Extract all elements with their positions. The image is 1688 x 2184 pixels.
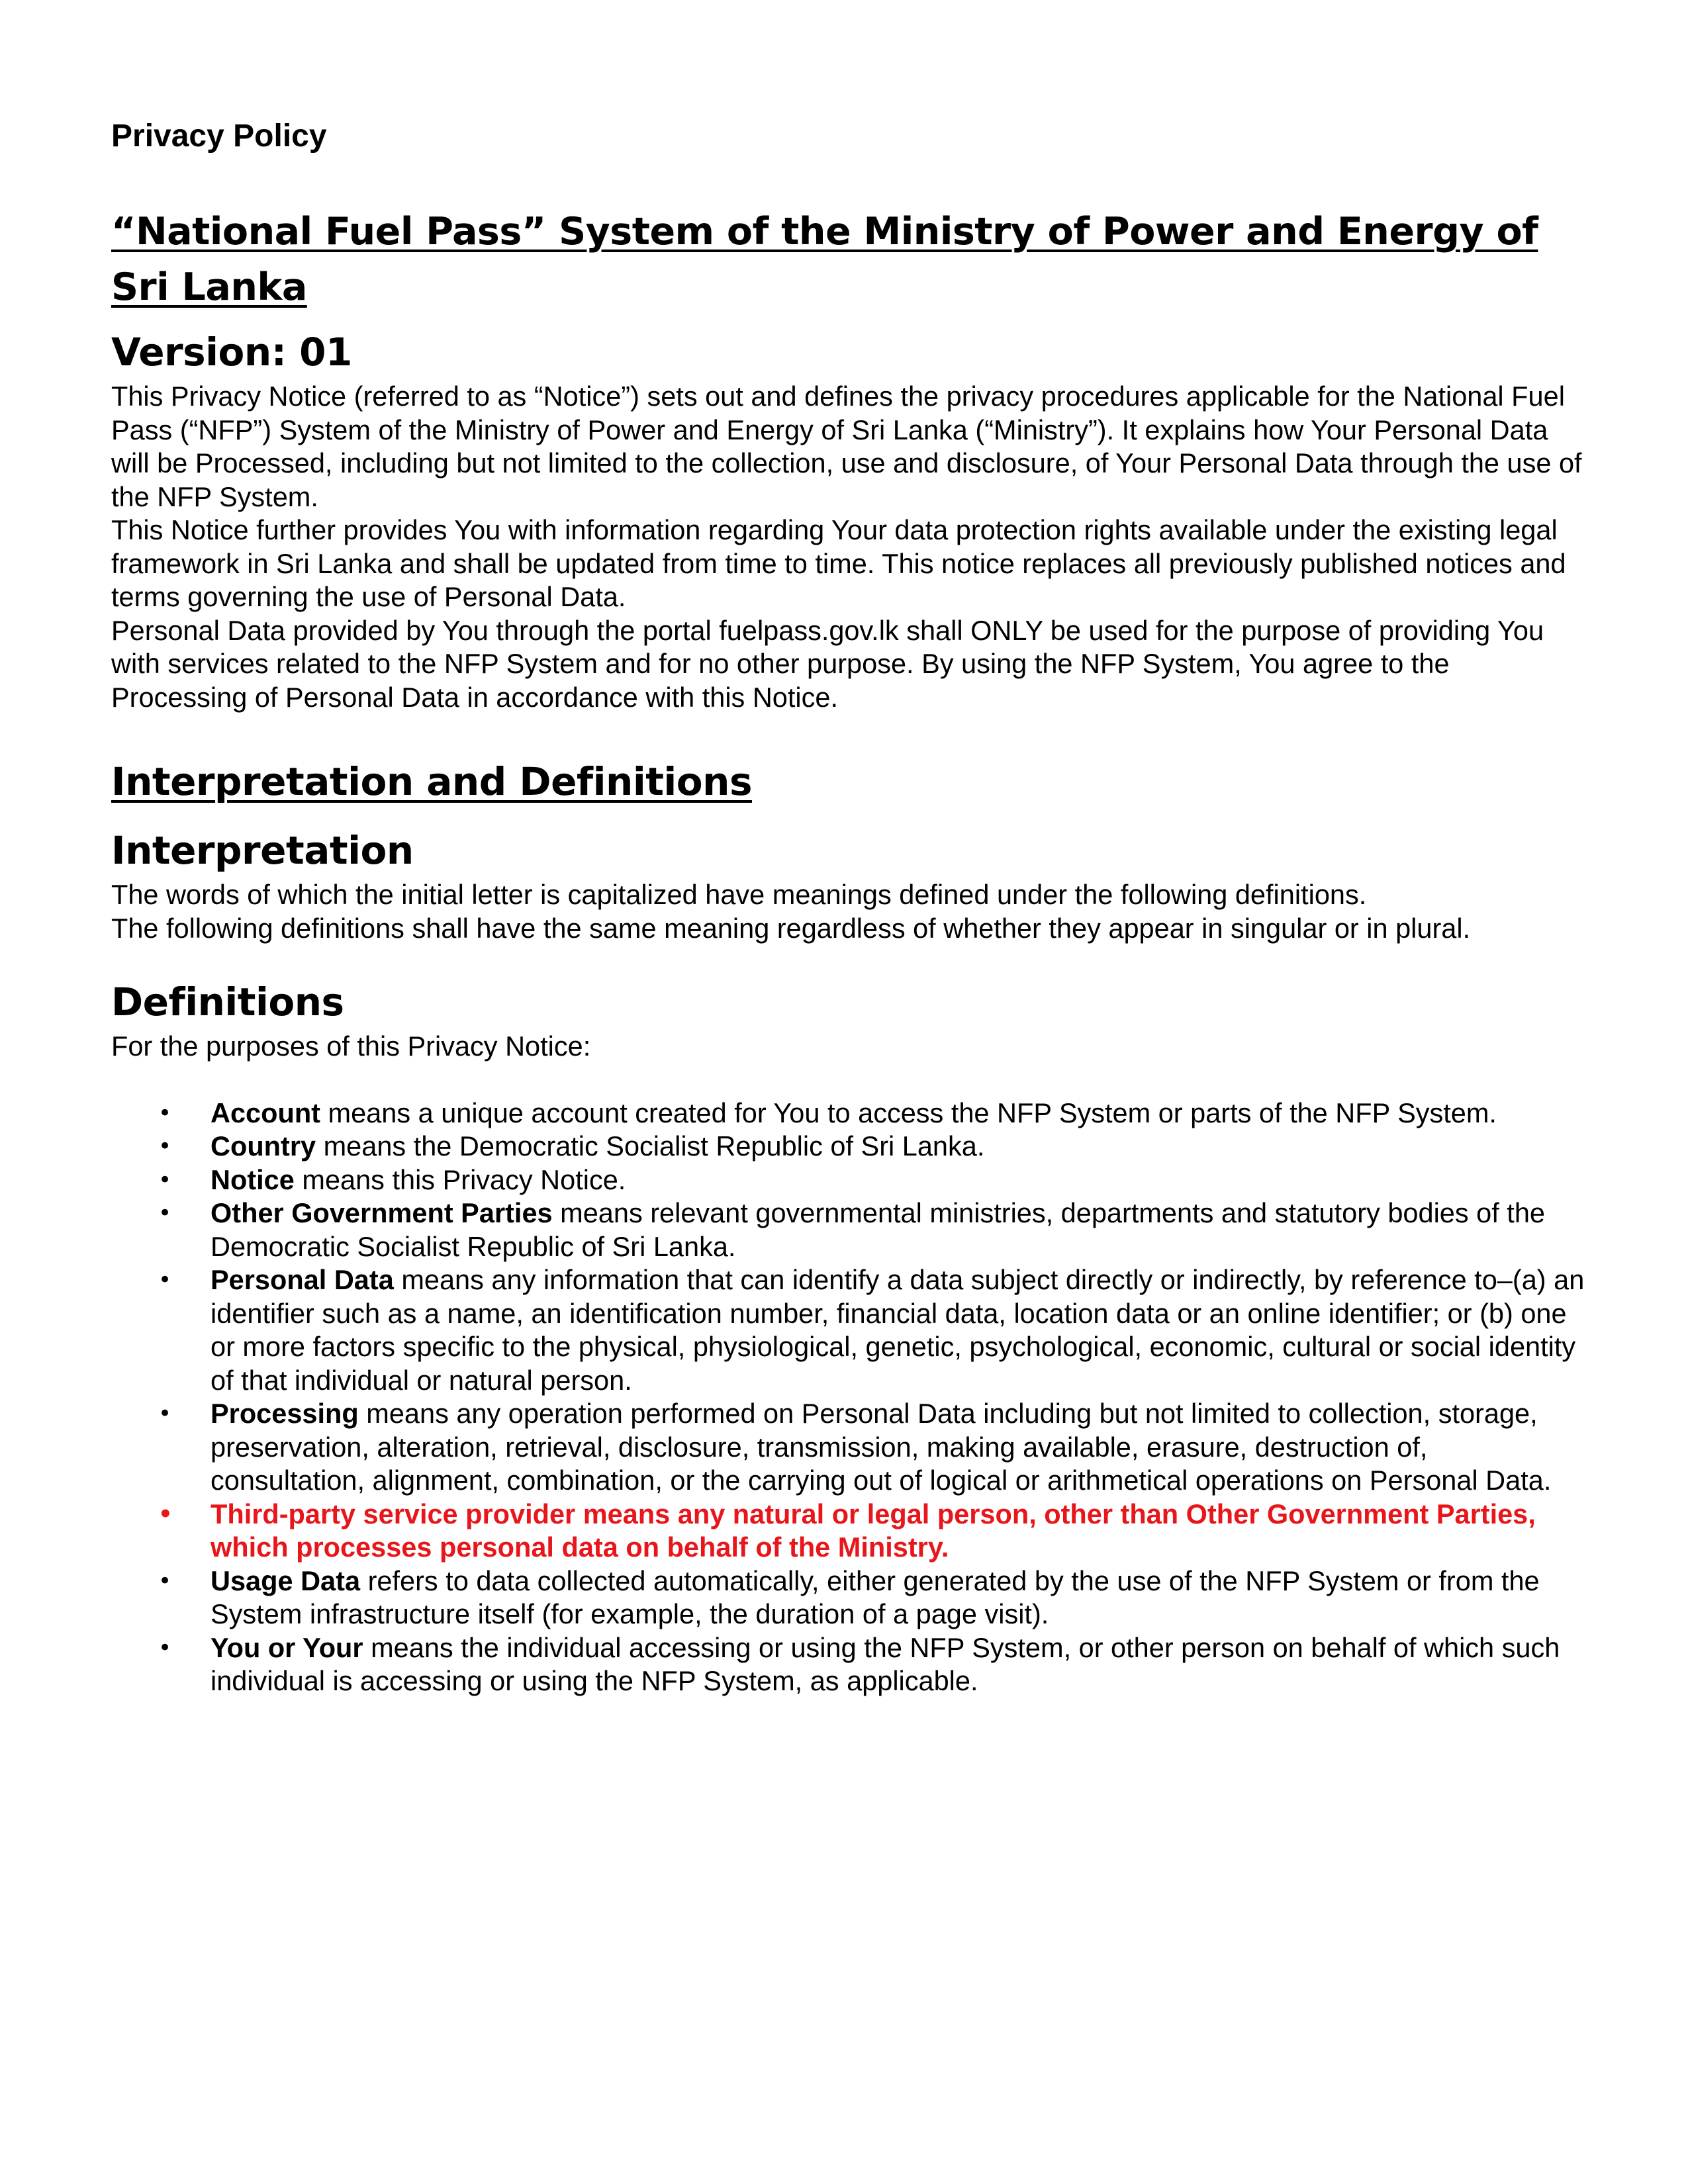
intro-paragraph-2: This Notice further provides You with information regarding Your data protection rights available under the existing legal framework in Sri Lanka and shall be updated from time to time. This notice replaces all previously published notices and terms governing the use of Personal Data. <box>111 514 1566 612</box>
bullet-icon: • <box>158 1634 172 1661</box>
definition-term: Other Government Parties <box>211 1197 553 1228</box>
definitions-list <box>111 1097 1587 1698</box>
definition-term: Processing <box>211 1398 359 1429</box>
intro-paragraph-3: Personal Data provided by You through the portal fuelpass.gov.lk shall ONLY be used for the purpose of providing You with services related to the NFP System and for no other purpose. By using the NFP System, You agree to the Processing of Personal Data in accordance with this Notice. <box>111 614 1544 713</box>
definition-text: means any operation performed on Personal Data including but not limited to collection, storage, preservation, alteration, retrieval, disclosure, transmission, making available, erasure, destruction of, consultation, alignment, combination, or the carrying out of logical or arithmetical operations on Personal Data. <box>211 1398 1552 1496</box>
definition-term: Account <box>211 1097 320 1128</box>
definition-text: means the individual accessing or using the NFP System, or other person on behalf of which such individual is accessing or using the NFP System, as applicable. <box>211 1631 1560 1696</box>
version-heading: Version: 01 <box>111 330 352 375</box>
subheading-interpretation: Interpretation <box>111 828 414 873</box>
definition-term: Personal Data <box>211 1264 394 1295</box>
bullet-icon: • <box>158 1133 172 1160</box>
definition-item-third-party-service-provider <box>111 1498 1587 1565</box>
definition-item-account <box>111 1097 1587 1130</box>
definition-item-processing <box>111 1397 1587 1498</box>
bullet-icon: • <box>158 1200 172 1226</box>
definition-item-other-government-parties <box>111 1197 1587 1263</box>
definition-term: Country <box>211 1130 316 1161</box>
definition-text: refers to data collected automatically, either generated by the use of the NFP System or from the System infrastructure itself (for example, the duration of a page visit). <box>211 1565 1540 1629</box>
definition-text: means any information that can identify a data subject directly or indirectly, by reference to–(a) an identifier such as a name, an identification number, financial data, location data or an online identifier; or (b) one or more factors specific to the physical, physiological, genetic, psychological, economic, cultural or social identity of that individual or natural person. <box>211 1264 1585 1396</box>
definition-text: means this Privacy Notice. <box>294 1163 626 1195</box>
bullet-icon: • <box>158 1400 172 1427</box>
section-heading-interpretation-and-definitions: Interpretation and Definitions <box>111 759 752 804</box>
interpretation-paragraph-1: The words of which the initial letter is capitalized have meanings defined under the following definitions. <box>111 879 1367 910</box>
bullet-icon: • <box>158 1567 172 1594</box>
definition-text: means a unique account created for You to access the NFP System or parts of the NFP System. <box>320 1097 1497 1128</box>
definition-item-country <box>111 1130 1587 1163</box>
bullet-icon: • <box>158 1267 172 1293</box>
definition-term: Usage Data <box>211 1565 361 1596</box>
subheading-definitions: Definitions <box>111 979 344 1024</box>
definition-term: Notice <box>211 1163 295 1195</box>
definition-item-you-or-your <box>111 1631 1587 1698</box>
definitions-intro: For the purposes of this Privacy Notice: <box>111 1030 591 1062</box>
document-label: Privacy Policy <box>111 118 327 154</box>
interpretation-paragraph-2: The following definitions shall have the same meaning regardless of whether they appear in singular or in plural. <box>111 912 1471 944</box>
definition-item-notice <box>111 1163 1587 1197</box>
definition-item-personal-data <box>111 1263 1587 1397</box>
definition-item-usage-data <box>111 1565 1587 1631</box>
definition-term: You or Your <box>211 1631 363 1663</box>
definition-text: means relevant governmental ministries, departments and statutory bodies of the Democratic Socialist Republic of Sri Lanka. <box>211 1197 1545 1262</box>
bullet-icon: • <box>158 1166 172 1193</box>
definition-text: means the Democratic Socialist Republic of Sri Lanka. <box>316 1130 985 1161</box>
intro-paragraph-1: This Privacy Notice (referred to as “Notice”) sets out and defines the privacy procedures applicable for the National Fuel Pass (“NFP”) System of the Ministry of Power and Energy of Sri Lanka (“Ministry”). It explains how Your Personal Data will be Processed, including but not limited to the collection, use and disclosure, of Your Personal Data through the use of the NFP System. <box>111 381 1582 512</box>
definition-term: Third-party service provider <box>211 1498 576 1529</box>
document-title: “National Fuel Pass” System of the Ministry of Power and Energy of Sri Lanka <box>111 210 1538 309</box>
bullet-icon: • <box>158 1500 173 1527</box>
document-body <box>111 116 1587 1698</box>
definition-text: means any natural or legal person, other than Other Government Parties, which processes personal data on behalf of the Ministry. <box>211 1498 1536 1563</box>
bullet-icon: • <box>158 1099 172 1126</box>
